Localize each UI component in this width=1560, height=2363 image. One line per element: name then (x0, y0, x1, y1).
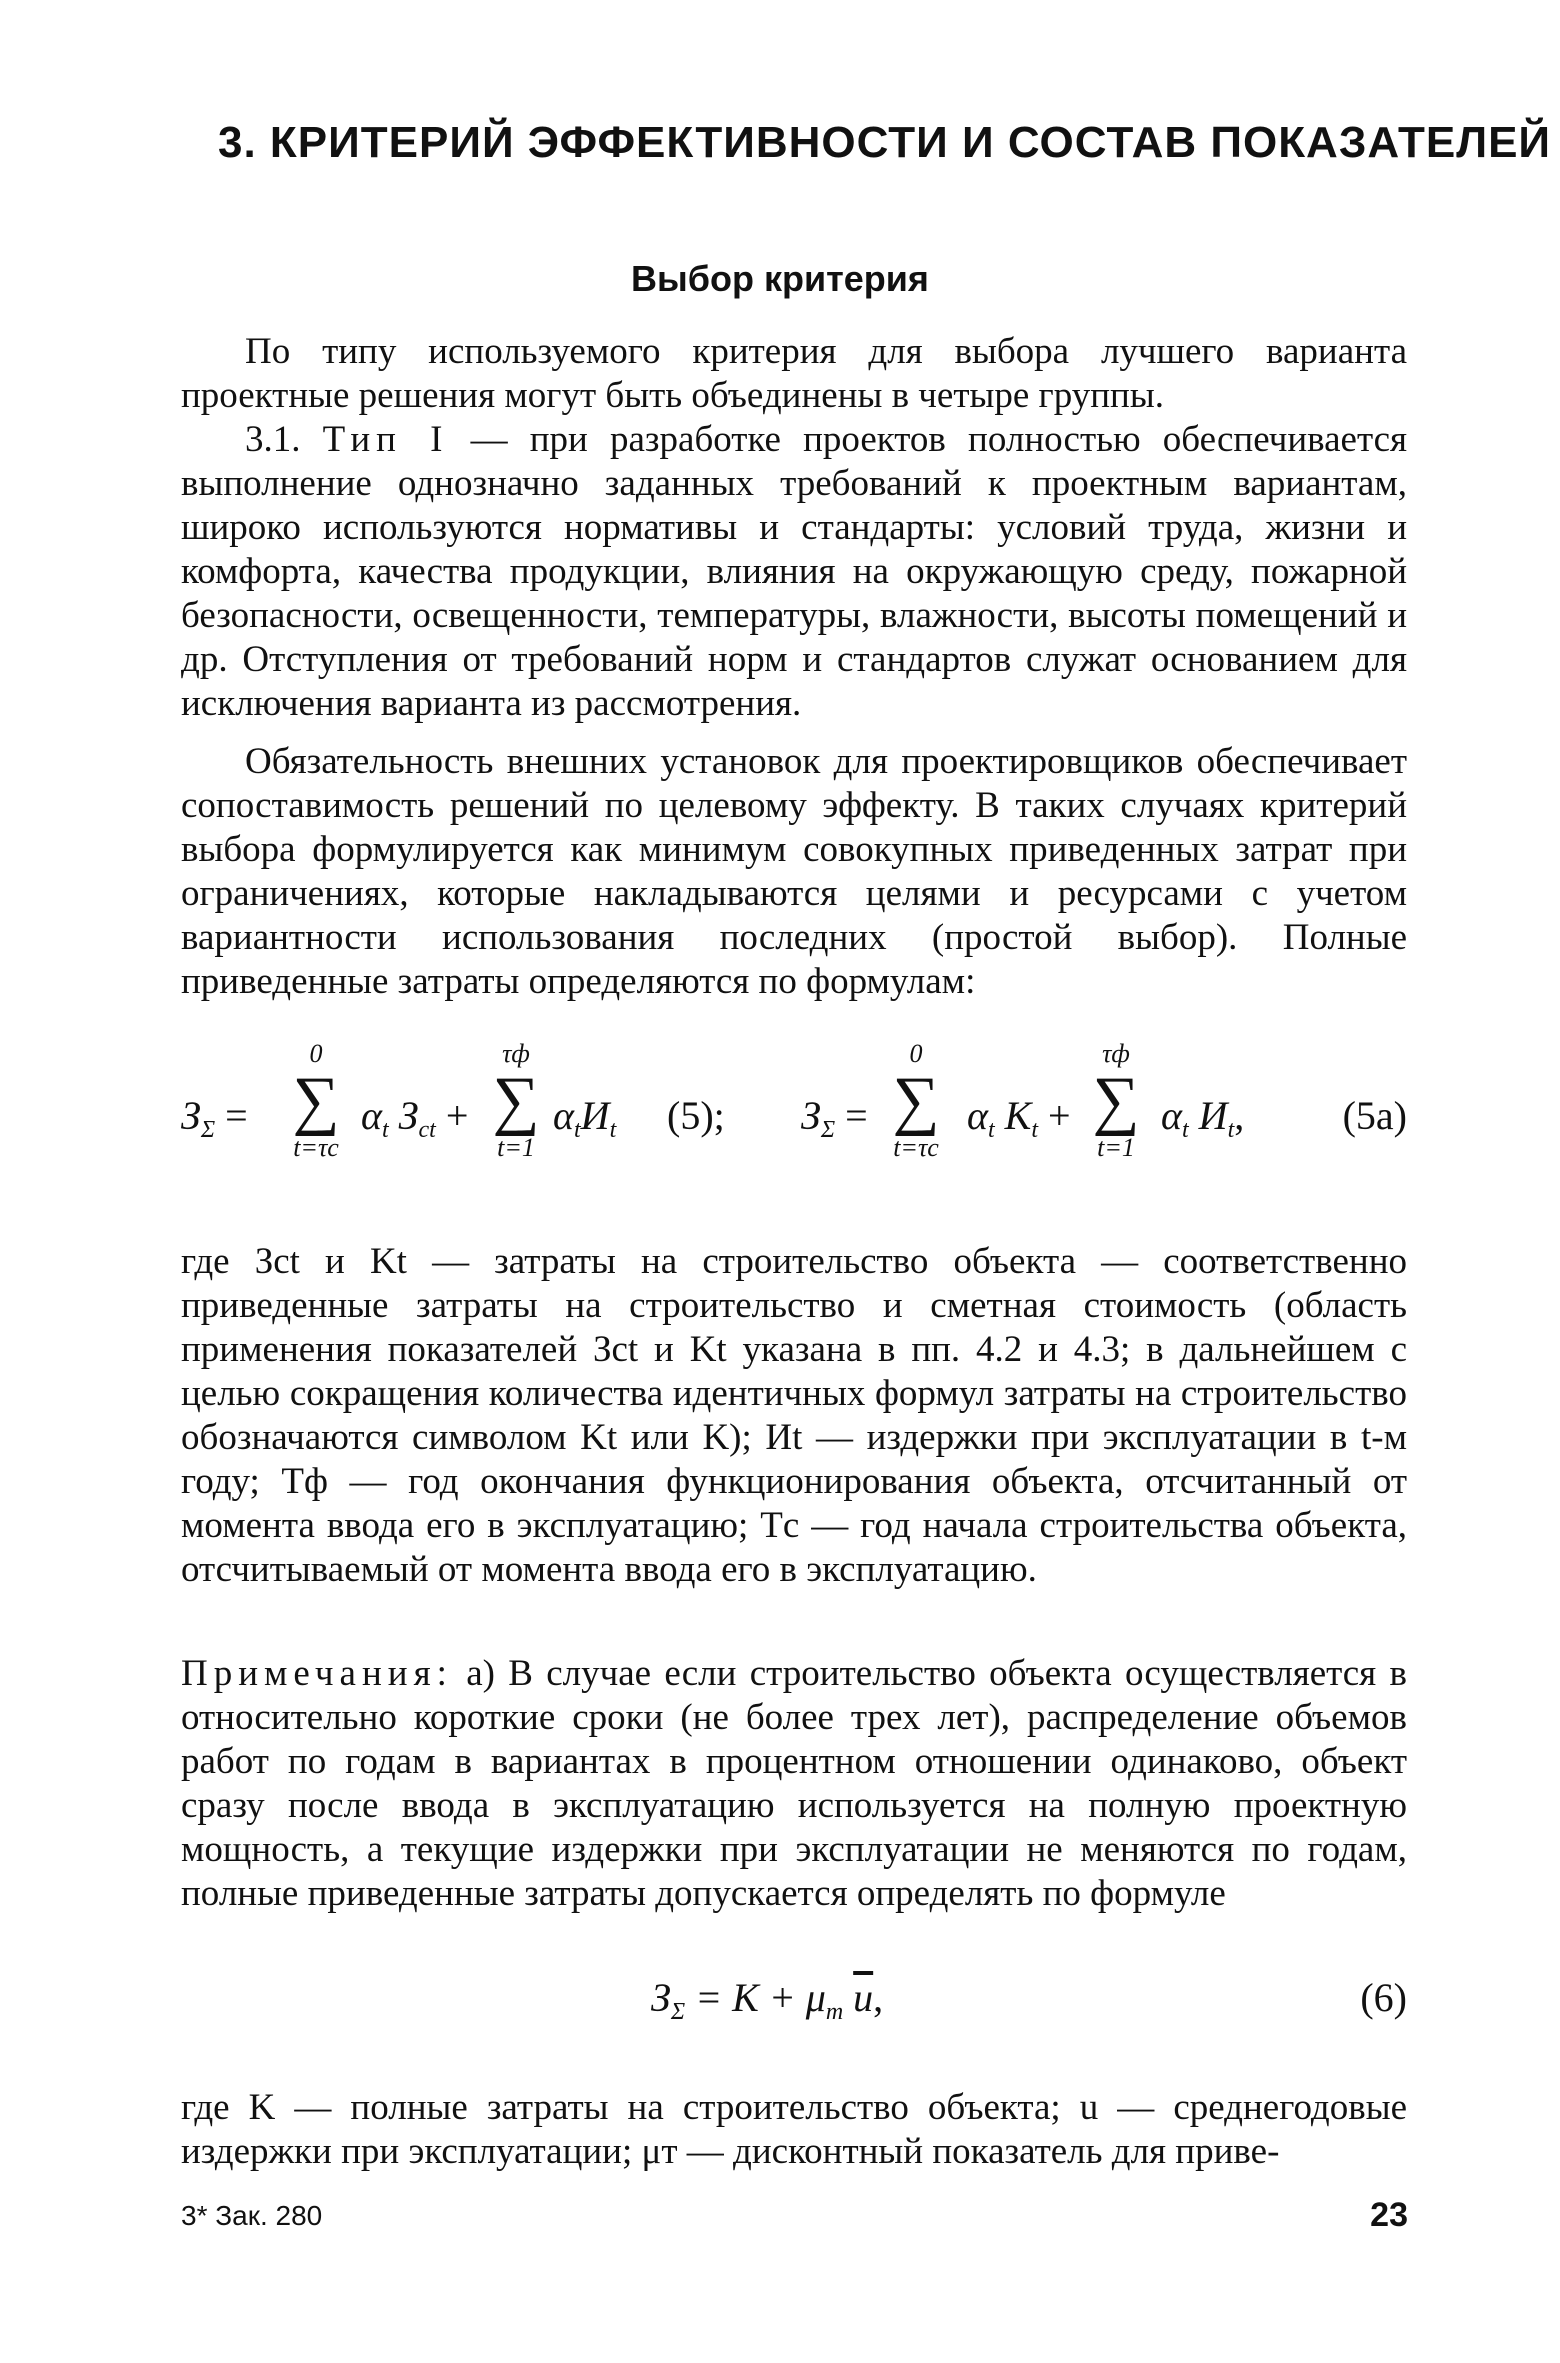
paragraph-3-1 (181, 418, 1407, 726)
notes-text: а) В случае если строительство объекта осуществляется в относительно короткие сроки (не более трех лет), распределение объемов работ по годам в вариантах в процентном отношении одинаково, объект сразу после ввода в эксплуатацию используется на полную проектную мощность, а текущие издержки при эксплуатации не меняются по годам, полные приведенные затраты допускается определять по формуле (181, 1653, 1407, 1914)
equation-number-6: (6) (1360, 1975, 1407, 2020)
formula-6-body: $З_\Sigma = K + \mu_т$ $\overline{u}$, (651, 1975, 884, 2025)
paragraph-obligation: Обязательность внешних установок для проектировщиков обеспечивает сопоставимость решений по целевому эффекту. В таких случаях критерий выбора формулируется как минимум совокупных приведенных затрат при ограничениях, которые накладываются целями и ресурсами с учетом вариантности использования последних (простой выбор). Полные приведенные затраты определяются по формулам: (181, 741, 1407, 1002)
notes-label: Примечания: (181, 1653, 453, 1694)
formula-term-1: $\alpha_t$ $З_{ct}$ + (361, 1093, 469, 1143)
sum-1: 0 ∑ t=τс (292, 1039, 340, 1162)
clause-number: 3.1. (245, 419, 301, 460)
footer-order-number: 3* Зак. 280 (181, 2200, 323, 2231)
formula-lhs-1: $З_\Sigma$ = (181, 1093, 248, 1143)
clause-text: — при разработке проектов полностью обеспечивается выполнение однозначно заданных требований к проектным вариантам, широко используются нормативы и стандарты: условий труда, жизни и комфорта, качества продукции, влияния на окружающую среду, пожарной безопасности, освещенности, температуры, влажности, высоты помещений и др. Отступления от требований норм и стандартов служат основанием для исключения варианта из рассмотрения. (181, 419, 1408, 724)
sum-2: τф ∑ t=1 (492, 1039, 540, 1162)
page-number: 23 (1370, 2196, 1408, 2234)
formula-label-5: (5); (667, 1093, 725, 1138)
formula-5 (181, 1040, 1407, 1180)
formula-lhs-2: $З_\Sigma$ = (801, 1093, 868, 1143)
subsection-heading: Выбор критерия (631, 258, 929, 299)
paragraph-intro: По типу используемого критерия для выбора лучшего варианта проектные решения могут быть объединены в четыре группы. (181, 331, 1407, 416)
sum-3: 0 ∑ t=τс (892, 1039, 940, 1162)
paragraph-where-2: где K — полные затраты на строительство объекта; u — среднегодовые издержки при эксплуатации; μт — дисконтный показатель для приве- (181, 2087, 1407, 2172)
paragraph-where-1: где Зct и Kt — затраты на строительство объекта — соответственно приведенные затраты на строительство и сметная стоимость (область применения показателей Зct и Kt указана в пп. 4.2 и 4.3; в дальнейшем с целью сокращения количества идентичных формул затраты на строительство обозначаются символом Kt или K); Иt — издержки при эксплуатации в t-м году; Tф — год окончания функционирования объекта, отсчитанный от момента ввода его в эксплуатацию; Tс — год начала строительства объекта, отсчитываемый от момента ввода его в эксплуатацию. (181, 1241, 1407, 1590)
section-heading: 3. КРИТЕРИЙ ЭФФЕКТИВНОСТИ И СОСТАВ ПОКАЗАТЕЛЕЙ (218, 118, 1552, 167)
formula-term-2: $\alpha_tИ_t$ (553, 1093, 617, 1143)
paragraph-notes (181, 1652, 1407, 1916)
sum-4: τф ∑ t=1 (1092, 1039, 1140, 1162)
equation-number-5a: (5а) (1342, 1093, 1407, 1138)
formula-6 (181, 1966, 1407, 2036)
formula-term-3: $\alpha_t$ $K_t$ + (967, 1093, 1071, 1143)
clause-label: Тип I (322, 419, 449, 460)
formula-term-4: $\alpha_t$ $И_t$, (1161, 1093, 1245, 1143)
